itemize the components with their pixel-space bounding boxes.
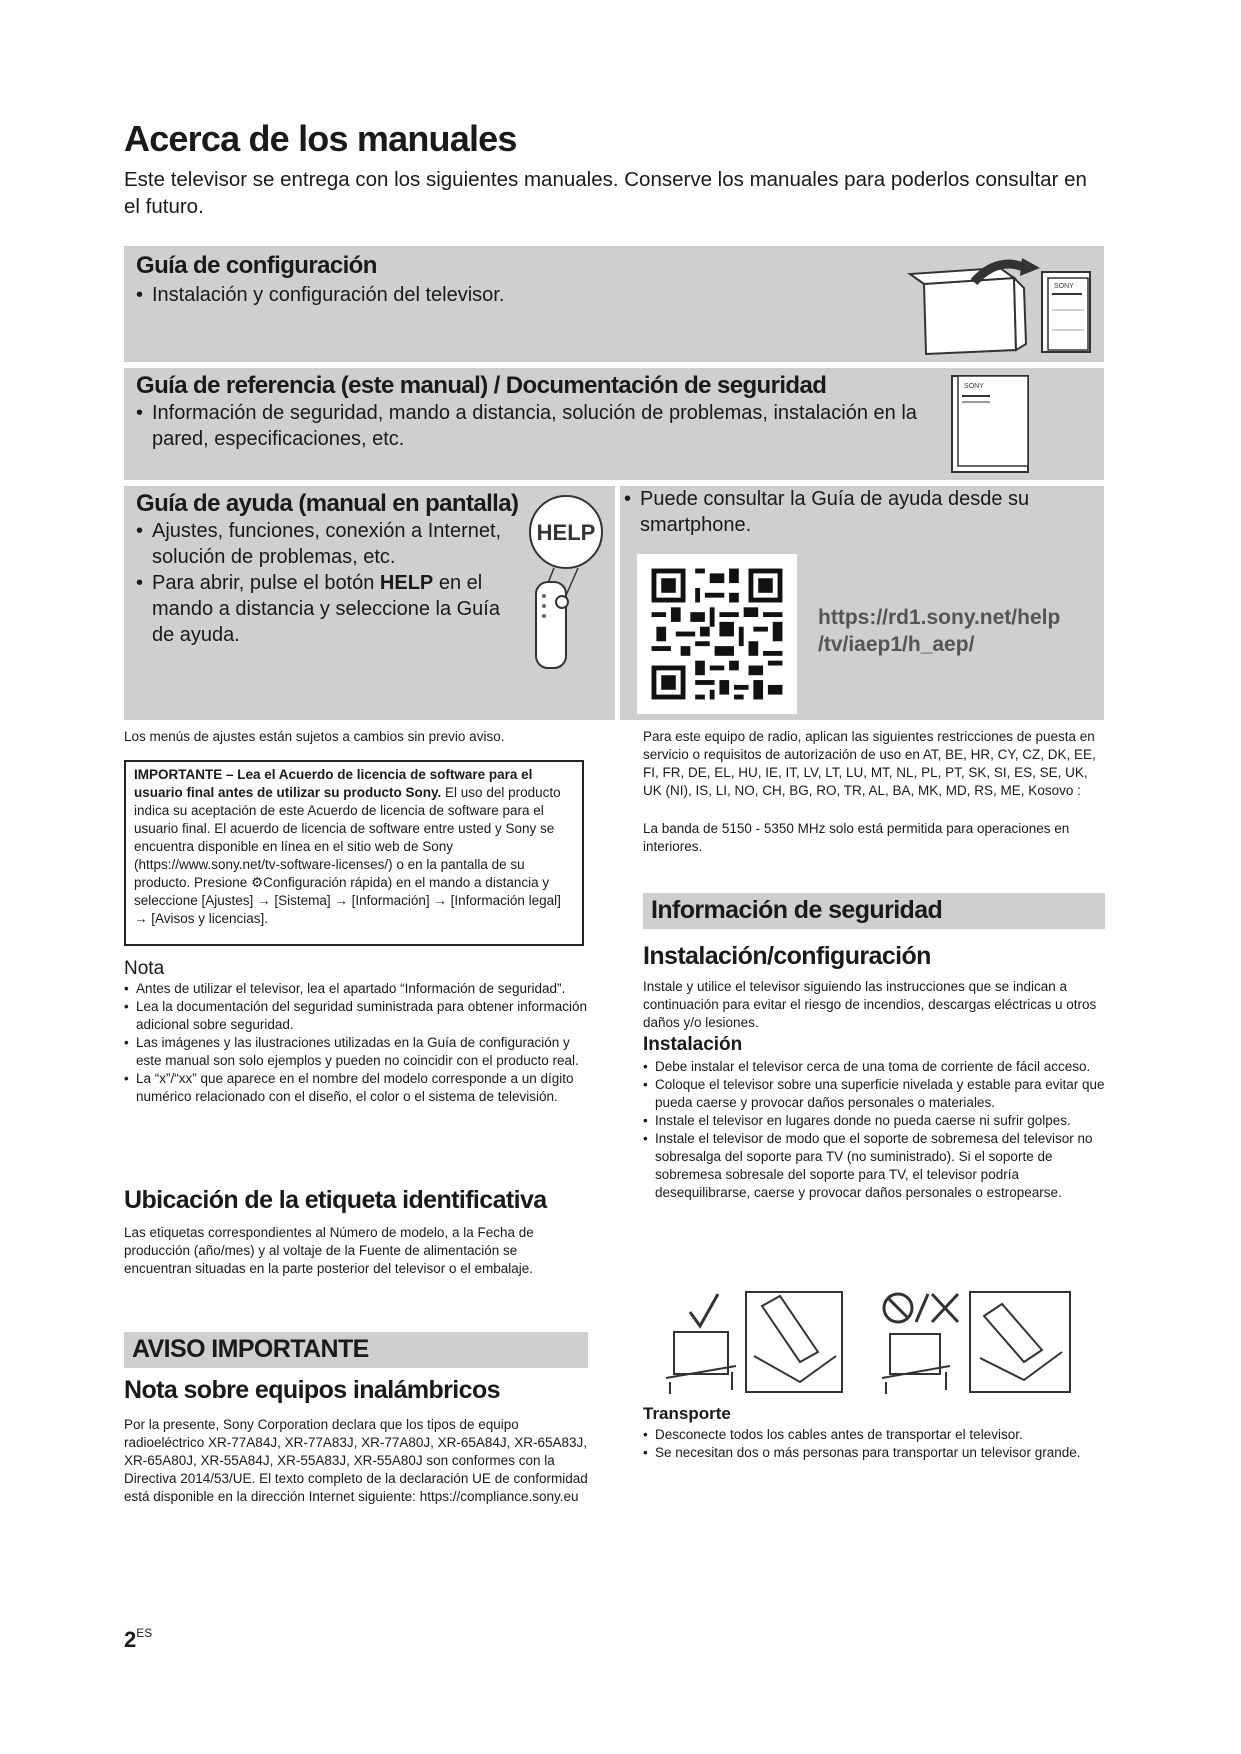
nota-heading: Nota xyxy=(124,958,165,979)
tv-stand-illustration xyxy=(650,1286,1090,1396)
qr-code-icon xyxy=(637,554,797,714)
smartphone-list xyxy=(624,486,1064,538)
check-icon xyxy=(690,1294,718,1326)
manual-booklet-icon xyxy=(950,374,1030,476)
brand-mark: SONY xyxy=(964,383,984,390)
transporte-heading: Transporte xyxy=(643,1404,731,1423)
wireless-heading: Nota sobre equipos inalámbricos xyxy=(124,1376,500,1404)
page-title: Acerca de los manuales xyxy=(124,118,517,159)
intro-text: Este televisor se entrega con los siguientes manuales. Conserve los manuales para poderlos consultar en el futuro. xyxy=(124,168,1087,218)
list-item: • Debe instalar el televisor cerca de una toma de corriente de fácil acceso. xyxy=(643,1058,1105,1076)
reference-guide-panel xyxy=(124,368,1104,480)
help-button-label: HELP xyxy=(536,520,596,545)
brand-mark: SONY xyxy=(1054,283,1074,290)
list-item: • Desconecte todos los cables antes de transportar el televisor. xyxy=(643,1426,1105,1444)
page-number: $2^{ES}$ xyxy=(124,1626,153,1652)
important-text: El uso del producto indica su aceptación de este Acuerdo de licencia de software para el usuario final. El acuerdo de licencia de software entre usted y Sony se encuentra disponible en línea en el sitio web de Sony (https://www.sony.net/tv-software-licenses/) o en la pantalla de su producto. Presione ⚙Configuración rápida) en el mando a distancia y seleccione [Ajustes] → [Sistema] → [Información] → [Información legal] → [Avisos y licencias]. xyxy=(134,785,561,926)
install-config-text: Instale y utilice el televisor siguiendo las instrucciones que se indican a continuación para evitar el riesgo de incendios, descargas eléctricas u otros daños y/o lesiones. xyxy=(643,979,1097,1030)
help-guide-panel xyxy=(124,486,615,720)
important-heading: IMPORTANTE – Lea el Acuerdo de licencia de software para el usuario final antes de utilizar su producto Sony. xyxy=(134,767,533,800)
list-item: • Antes de utilizar el televisor, lea el apartado “Información de seguridad”. xyxy=(124,980,588,998)
list-item: • Lea la documentación del seguridad suministrada para obtener información adicional sobre seguridad. xyxy=(124,998,588,1034)
radio-restrictions-text: Para este equipo de radio, aplican las siguientes restricciones de puesta en servicio o requisitos de autorización de uso en AT, BE, HR, CY, CZ, DK, EE, FI, FR, DE, EL, HU, IE, IT, LV, LT, LU, MT, NL, PL, PT, SK, SI, ES, SE, UK, UK (NI), IS, LI, NO, CH, BG, RO, TR, AL, BA, MK, MD, RS, ME, Kosovo : xyxy=(643,729,1096,798)
label-location-heading: Ubicación de la etiqueta identificativa xyxy=(124,1186,547,1214)
nota-list xyxy=(124,980,588,1106)
remote-control-icon xyxy=(524,492,610,672)
box-and-booklet-icon xyxy=(904,254,1094,358)
list-item: • Información de seguridad, mando a distancia, solución de problemas, instalación en la pared, especificaciones, etc. xyxy=(136,400,946,452)
instalacion-list xyxy=(643,1058,1105,1202)
nota-section xyxy=(124,958,588,1106)
list-item: • Se necesitan dos o más personas para transportar un televisor grande. xyxy=(643,1444,1105,1462)
important-license-box xyxy=(124,760,584,946)
transporte-list xyxy=(643,1426,1105,1462)
menus-note: Los menús de ajustes están sujetos a cambios sin previo aviso. xyxy=(124,729,505,744)
reference-guide-heading: Guía de referencia (este manual) / Documentación de seguridad xyxy=(136,372,827,399)
reference-guide-list xyxy=(136,400,946,452)
qr-code-panel xyxy=(637,554,797,714)
help-guide-list xyxy=(136,518,516,648)
wireless-text: Por la presente, Sony Corporation declara que los tipos de equipo radioeléctrico XR-77A84J, XR-77A83J, XR-77A80J, XR-65A84J, XR-65A83J, XR-65A80J, XR-55A84J, XR-55A83J, XR-55A80J son conformes con la Directiva 2014/53/UE. El texto completo de la declaración UE de conformidad está disponible en la dirección Internet siguiente: https://compliance.sony.eu xyxy=(124,1417,588,1504)
instalacion-heading: Instalación xyxy=(643,1034,743,1055)
list-item: • Para abrir, pulse el botón HELP en el mando a distancia y seleccione la Guía de ayuda. xyxy=(136,570,516,648)
band-text: La banda de 5150 - 5350 MHz solo está permitida para operaciones en interiores. xyxy=(643,821,1070,854)
safety-info-bar xyxy=(643,893,1105,929)
safety-info-title: Información de seguridad xyxy=(651,896,943,924)
setup-guide-panel xyxy=(124,246,1104,362)
list-item: • Instale el televisor en lugares donde no pueda caerse ni sufrir golpes. xyxy=(643,1112,1105,1130)
install-config-heading: Instalación/configuración xyxy=(643,942,931,970)
important-notice-bar xyxy=(124,1332,588,1368)
setup-guide-list xyxy=(136,282,776,308)
list-item: • Instale el televisor de modo que el soporte de sobremesa del televisor no sobresalga del soporte para TV (no suministrado). Si el soporte de sobremesa sobresale del soporte para TV, el televisor podría desequilibrarse, caerse y provocar daños personales o estropearse. xyxy=(643,1130,1105,1202)
list-item: • Instalación y configuración del televisor. xyxy=(136,282,776,308)
list-item: • Las imágenes y las ilustraciones utilizadas en la Guía de configuración y este manual son solo ejemplos y pueden no coincidir con el producto real. xyxy=(124,1034,588,1070)
important-notice-title: AVISO IMPORTANTE xyxy=(132,1335,369,1363)
help-guide-heading: Guía de ayuda (manual en pantalla) xyxy=(136,490,519,517)
setup-guide-heading: Guía de configuración xyxy=(136,252,377,279)
list-item: • La “x”/“xx” que aparece en el nombre del modelo corresponde a un dígito numérico relacionado con el diseño, el color o el sistema de televisión. xyxy=(124,1070,588,1106)
list-item: • Ajustes, funciones, conexión a Internet, solución de problemas, etc. xyxy=(136,518,516,570)
label-location-text: Las etiquetas correspondientes al Número de modelo, a la Fecha de producción (año/mes) y al voltaje de la Fuente de alimentación se encuentran situadas en la parte posterior del televisor o el embalaje. xyxy=(124,1225,534,1276)
list-item: • Coloque el televisor sobre una superficie nivelada y estable para evitar que pueda caerse y provocar daños personales o materiales. xyxy=(643,1076,1105,1112)
help-url[interactable]: https://rd1.sony.net/help /tv/iaep1/h_aep/ xyxy=(818,606,1061,656)
list-item: • Puede consultar la Guía de ayuda desde su smartphone. xyxy=(624,486,1064,538)
